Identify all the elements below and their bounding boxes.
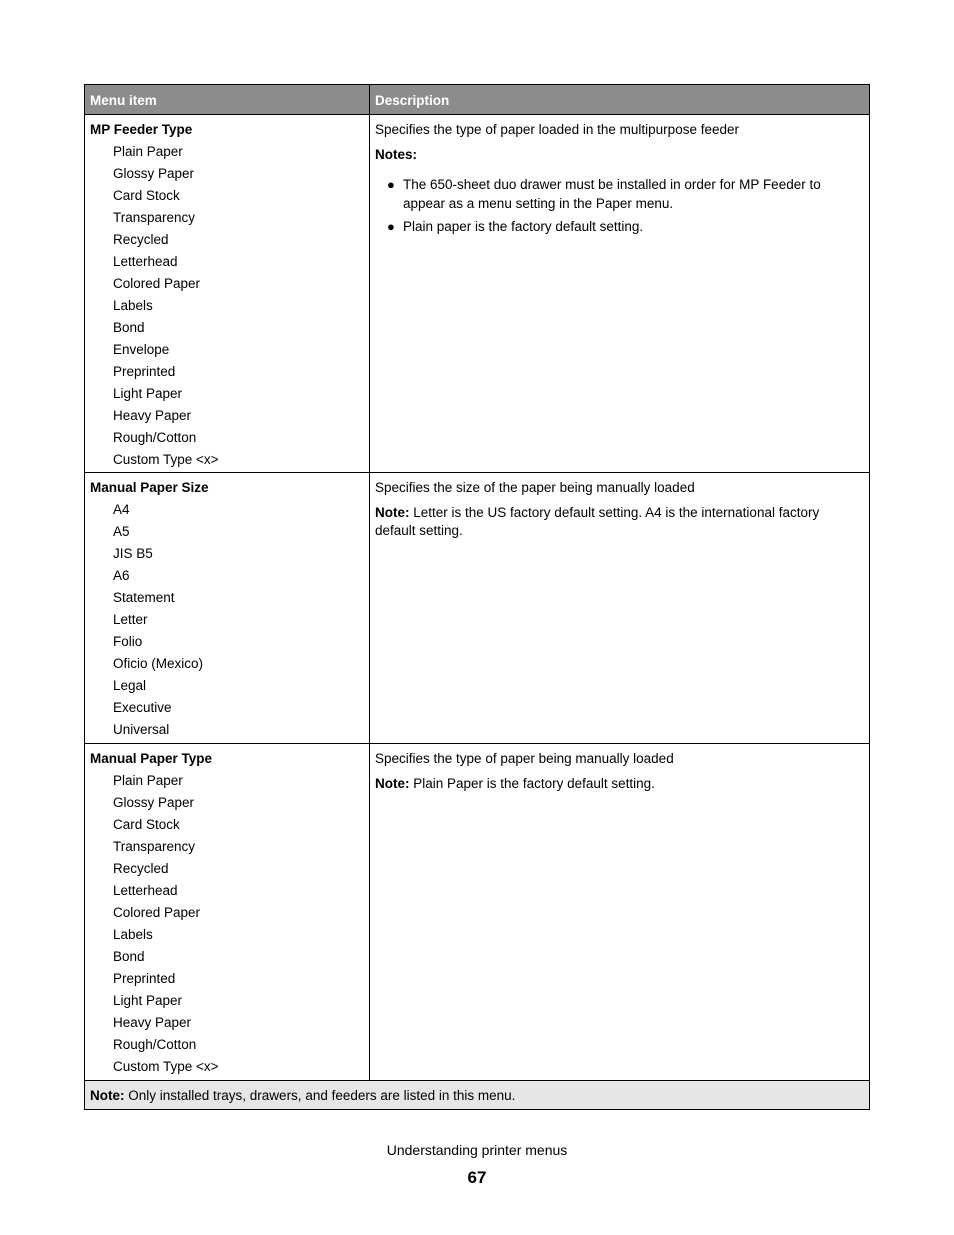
- note-text: Plain paper is the factory default setting.: [403, 219, 644, 234]
- menu-option: Folio: [113, 634, 143, 649]
- note-bullet-item: [375, 176, 859, 213]
- menu-option: Bond: [113, 320, 145, 335]
- menu-option: A4: [113, 502, 130, 517]
- menu-option: Card Stock: [113, 188, 180, 203]
- menu-option: Glossy Paper: [113, 166, 195, 181]
- description-text: Specifies the type of paper loaded in the multipurpose feeder: [375, 122, 739, 137]
- menu-option: Custom Type <x>: [113, 1059, 219, 1074]
- menu-table: [84, 84, 870, 1110]
- menu-option: Universal: [113, 722, 170, 737]
- menu-option: Transparency: [113, 210, 196, 225]
- menu-option: Colored Paper: [113, 905, 201, 920]
- menu-option: Rough/Cotton: [113, 430, 197, 445]
- menu-option: Statement: [113, 590, 175, 605]
- footnote-label: Note:: [90, 1088, 125, 1103]
- table-row: [85, 744, 869, 1081]
- note-paragraph: [375, 775, 859, 793]
- menu-option: Letterhead: [113, 883, 178, 898]
- menu-option: Heavy Paper: [113, 408, 192, 423]
- menu-option: Preprinted: [113, 971, 176, 986]
- page-footer-section: Understanding printer menus: [386, 1142, 568, 1158]
- menu-item-title: Manual Paper Size: [90, 480, 209, 495]
- note-label: Note:: [375, 505, 410, 520]
- menu-option: Light Paper: [113, 386, 183, 401]
- menu-item-cell: [85, 744, 370, 1080]
- menu-option: Letter: [113, 612, 148, 627]
- menu-option: Letterhead: [113, 254, 178, 269]
- table-footnote: [85, 1081, 869, 1109]
- description-cell: [370, 744, 869, 1080]
- note-paragraph: [375, 504, 859, 540]
- note-text: Letter is the US factory default setting. A4 is the international factory default setting.: [375, 505, 820, 538]
- bullet-icon: ●: [387, 177, 395, 192]
- menu-option: JIS B5: [113, 546, 153, 561]
- description-cell: [370, 473, 869, 743]
- menu-option: Recycled: [113, 861, 169, 876]
- menu-option: Plain Paper: [113, 773, 183, 788]
- note-label: Note:: [375, 776, 410, 791]
- menu-option: Custom Type <x>: [113, 452, 219, 467]
- menu-option: Card Stock: [113, 817, 180, 832]
- description-text: Specifies the size of the paper being manually loaded: [375, 480, 695, 495]
- note-text: Plain Paper is the factory default setting.: [409, 776, 655, 791]
- menu-option: Transparency: [113, 839, 196, 854]
- note-bullet-item: [375, 218, 859, 237]
- header-description: Description: [375, 93, 450, 108]
- note-text: The 650-sheet duo drawer must be installed in order for MP Feeder to appear as a menu setting in the Paper menu.: [403, 177, 821, 211]
- bullet-icon: ●: [387, 219, 395, 234]
- menu-option: Legal: [113, 678, 147, 693]
- menu-option: Executive: [113, 700, 172, 715]
- notes-list: [375, 176, 859, 237]
- menu-option: Rough/Cotton: [113, 1037, 197, 1052]
- menu-option: Colored Paper: [113, 276, 201, 291]
- menu-option: Preprinted: [113, 364, 176, 379]
- footnote-text: Only installed trays, drawers, and feeders are listed in this menu.: [124, 1088, 516, 1103]
- menu-item-title: MP Feeder Type: [90, 122, 193, 137]
- notes-label: Notes:: [375, 147, 418, 162]
- menu-option: Plain Paper: [113, 144, 183, 159]
- table-header: [85, 85, 869, 115]
- table-row: [85, 115, 869, 473]
- menu-item-cell: [85, 115, 370, 472]
- description-text: Specifies the type of paper being manually loaded: [375, 751, 674, 766]
- table-row: [85, 473, 869, 744]
- menu-item-cell: [85, 473, 370, 743]
- page-number: 67: [467, 1168, 487, 1187]
- menu-option: Bond: [113, 949, 145, 964]
- menu-item-title: Manual Paper Type: [90, 751, 213, 766]
- menu-option: Glossy Paper: [113, 795, 195, 810]
- menu-option: Heavy Paper: [113, 1015, 192, 1030]
- menu-option: Envelope: [113, 342, 170, 357]
- menu-option: Light Paper: [113, 993, 183, 1008]
- header-menu-item: Menu item: [85, 85, 370, 114]
- menu-option: Labels: [113, 298, 153, 313]
- menu-option: Oficio (Mexico): [113, 656, 204, 671]
- menu-option: Labels: [113, 927, 153, 942]
- menu-option: A6: [113, 568, 130, 583]
- description-cell: [370, 115, 869, 472]
- menu-option: Recycled: [113, 232, 169, 247]
- menu-option: A5: [113, 524, 130, 539]
